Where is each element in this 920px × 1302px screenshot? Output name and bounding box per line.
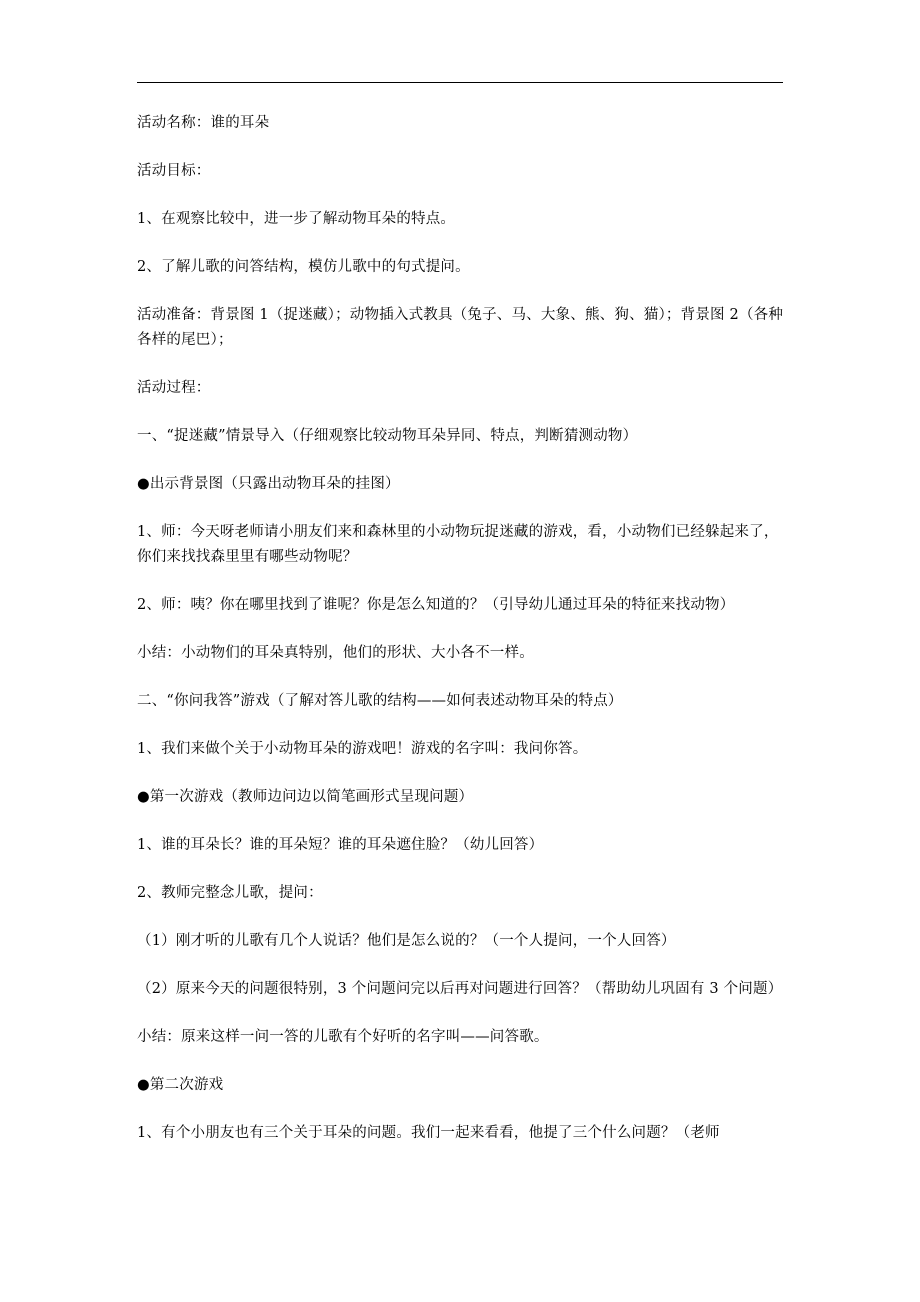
sub-question-1: （1）刚才听的儿歌有几个人说话？他们是怎么说的？（一个人提问，一个人回答） (137, 933, 676, 949)
game-intro: 1、我们来做个关于小动物耳朵的游戏吧！游戏的名字叫：我问你答。 (137, 741, 588, 757)
second-game-intro: 1、有个小朋友也有三个关于耳朵的问题。我们一起来看看，他提了三个什么问题？（老师 (137, 1125, 720, 1141)
section-two-heading: 二、“你问我答”游戏（了解对答儿歌的结构——如何表述动物耳朵的特点） (137, 693, 623, 709)
first-game-question: 1、谁的耳朵长？谁的耳朵短？谁的耳朵遮住脸？（幼儿回答） (137, 837, 544, 853)
activity-process-heading: 活动过程： (137, 380, 211, 396)
goal-item-2: 2、了解儿歌的问答结构，模仿儿歌中的句式提问。 (137, 259, 470, 275)
bullet-show-background: ●出示背景图（只露出动物耳朵的挂图） (137, 476, 400, 492)
sub-question-2: （2）原来今天的问题很特别，3 个问题问完以后再对问题进行回答？（帮助幼儿巩固有 3 个问题） (137, 981, 783, 997)
summary-1: 小结：小动物们的耳朵真特别，他们的形状、大小各不一样。 (137, 645, 534, 661)
section-one-heading: 一、“捉迷藏”情景导入（仔细观察比较动物耳朵异同、特点，判断猜测动物） (137, 428, 638, 444)
bullet-second-game: ●第二次游戏 (137, 1077, 224, 1093)
activity-preparation: 活动准备：背景图 1（捉迷藏）；动物插入式教具（兔子、马、大象、熊、狗、猫）；背景图 2（各种各样的尾巴）； (137, 307, 784, 348)
header-rule (137, 82, 783, 83)
activity-name: 活动名称：谁的耳朵 (137, 115, 270, 131)
bullet-first-game: ●第一次游戏（教师边问边以简笔画形式呈现问题） (137, 789, 474, 805)
activity-goals-heading: 活动目标： (137, 163, 211, 179)
goal-item-1: 1、在观察比较中，进一步了解动物耳朵的特点。 (137, 211, 456, 227)
first-game-recite: 2、教师完整念儿歌，提问： (137, 885, 323, 901)
summary-2: 小结：原来这样一问一答的儿歌有个好听的名字叫——问答歌。 (137, 1029, 549, 1045)
document-body (137, 111, 785, 1146)
teacher-line-1: 1、师：今天呀老师请小朋友们来和森林里的小动物玩捉迷藏的游戏，看，小动物们已经躲起来了，你们来找找森里里有哪些动物呢？ (137, 524, 779, 565)
teacher-line-2: 2、师：咦？你在哪里找到了谁呢？你是怎么知道的？（引导幼儿通过耳朵的特征来找动物） (137, 597, 735, 613)
